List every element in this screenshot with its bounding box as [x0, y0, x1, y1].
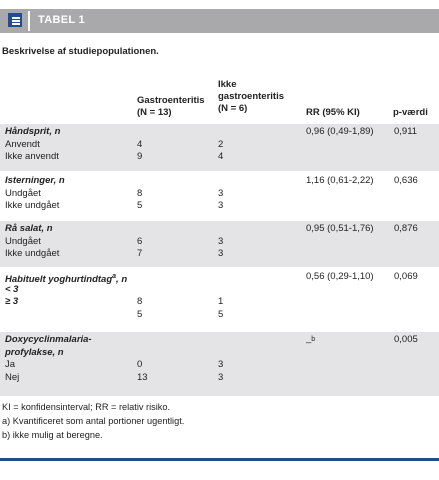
ikke-count: 3 [218, 235, 224, 247]
table-label: TABEL 1 [38, 14, 85, 26]
footnote: KI = konfidensinterval; RR = relativ risiko. [2, 402, 170, 412]
group-label: Habituelt yoghurtindtag$^a$, n [5, 273, 128, 286]
row-divider [0, 396, 439, 397]
group-label: Doxycyclinmalaria- [5, 334, 92, 345]
col-header-ikke: Ikke gastroenteritis (N = 6) [218, 79, 284, 114]
col-header-p: p-værdi [393, 107, 428, 118]
gastro-count: 5 [137, 200, 143, 212]
gastro-count: 6 [137, 235, 143, 247]
table-caption: Beskrivelse af studiepopulationen. [2, 46, 159, 57]
gastro-count: 7 [137, 248, 143, 260]
row-label: ≥ 3 [5, 296, 19, 308]
row-label: Undgået [5, 187, 41, 199]
group-label: Rå salat, n [5, 223, 53, 234]
row-divider [0, 267, 439, 268]
ikke-count: 3 [218, 200, 224, 212]
gastro-count: 4 [137, 138, 143, 150]
footnote: b) ikke mulig at beregne. [2, 430, 103, 440]
rr-value: 1,16 (0,61-2,22) [306, 175, 374, 186]
table-icon [8, 13, 22, 27]
ikke-count: 5 [218, 308, 224, 320]
row-label: Nej [5, 371, 20, 383]
gastro-count: 5 [137, 308, 143, 320]
gastro-count: 13 [137, 371, 148, 383]
row-label: Ja [5, 359, 16, 371]
footnote: a) Kvantificeret som antal portioner ugentligt. [2, 416, 185, 426]
ikke-count: 2 [218, 138, 224, 150]
group-label-cont: profylakse, n [5, 346, 64, 358]
p-value: 0,876 [394, 223, 418, 234]
col-header-gastro: Gastroenteritis (N = 13) [137, 95, 205, 118]
table-header-bar [0, 9, 439, 33]
row-label: < 3 [5, 283, 19, 295]
rr-value: 0,96 (0,49-1,89) [306, 126, 374, 137]
ikke-count: 3 [218, 187, 224, 199]
bottom-rule [0, 458, 439, 461]
row-label: Anvendt [5, 138, 40, 150]
row-label: Ikke anvendt [5, 151, 59, 163]
gastro-count: 0 [137, 359, 143, 371]
header-divider [28, 11, 30, 31]
rr-value: 0,95 (0,51-1,76) [306, 223, 374, 234]
ikke-count: 4 [218, 151, 224, 163]
gastro-count: 8 [137, 296, 143, 308]
p-value: 0,636 [394, 175, 418, 186]
rr-value: –$^b$ [306, 336, 316, 349]
ikke-count: 3 [218, 371, 224, 383]
gastro-count: 8 [137, 187, 143, 199]
gastro-count: 9 [137, 151, 143, 163]
col-header-rr: RR (95% KI) [306, 107, 360, 118]
row-divider [0, 219, 439, 220]
ikke-count: 1 [218, 296, 224, 308]
row-label: Ikke undgået [5, 200, 60, 212]
p-value: 0,911 [394, 126, 418, 137]
ikke-count: 3 [218, 359, 224, 371]
row-label: Undgået [5, 235, 41, 247]
p-value: 0,005 [394, 334, 418, 345]
rr-value: 0,56 (0,29-1,10) [306, 271, 374, 282]
row-divider [0, 330, 439, 331]
row-label: Ikke undgået [5, 248, 60, 260]
p-value: 0,069 [394, 271, 418, 282]
group-label: Håndsprit, n [5, 126, 61, 137]
group-label: Isterninger, n [5, 175, 65, 186]
row-divider [0, 171, 439, 172]
ikke-count: 3 [218, 248, 224, 260]
